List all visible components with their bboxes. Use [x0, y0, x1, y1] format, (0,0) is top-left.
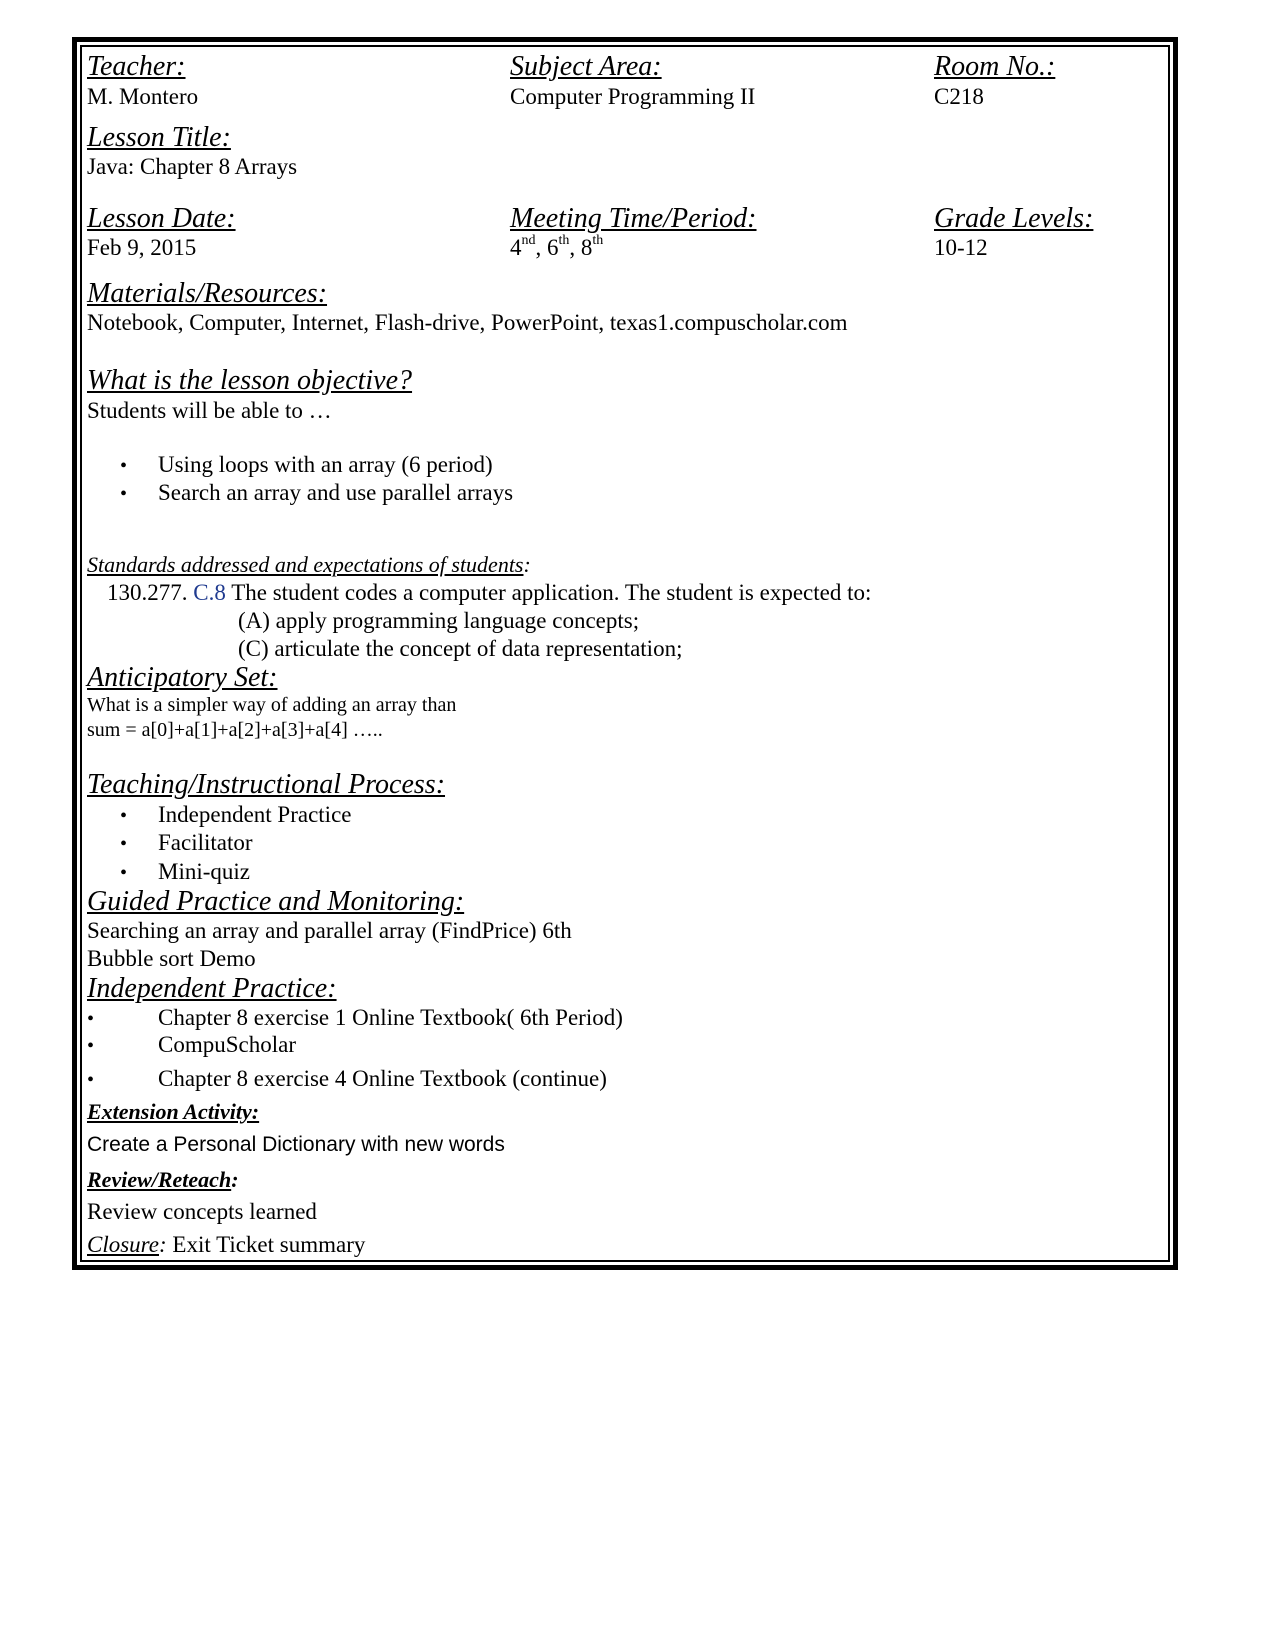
period-6: 6th, [547, 233, 581, 260]
standards-label: Standards addressed and expectations of students: [87, 552, 531, 577]
bullet-icon: • [120, 805, 128, 827]
standard-code-link[interactable]: C.8 [193, 580, 226, 605]
bullet-icon: • [120, 455, 128, 477]
period-8: 8th [580, 233, 604, 260]
independent-practice-label: Independent Practice: [87, 973, 337, 1004]
teaching-process-label: Teaching/Instructional Process: [87, 769, 446, 800]
guided-practice-line: Bubble sort Demo [87, 946, 256, 971]
closure-label: Closure [87, 1232, 159, 1257]
objective-item: • Using loops with an array (6 period) [120, 451, 493, 480]
subject-label: Subject Area: [510, 51, 662, 82]
teacher-label: Teacher: [87, 51, 186, 82]
meeting-periods [510, 235, 603, 261]
lesson-title-value: Java: Chapter 8 Arrays [87, 154, 298, 179]
anticipatory-line: What is a simpler way of adding an array than [87, 694, 457, 716]
objective-label: What is the lesson objective? [87, 365, 413, 396]
lesson-date-value: Feb 9, 2015 [87, 235, 197, 260]
teacher-value: M. Montero [87, 84, 199, 109]
objective-item: • Search an array and use parallel arrays [120, 479, 513, 508]
objective-intro: Students will be able to … [87, 398, 332, 423]
guided-practice-line: Searching an array and parallel array (FindPrice) 6th [87, 918, 572, 943]
teaching-item: • Facilitator [120, 829, 253, 858]
room-label: Room No.: [934, 51, 1056, 82]
anticipatory-line: sum = a[0]+a[1]+a[2]+a[3]+a[4] ….. [87, 719, 383, 741]
teaching-item: • Independent Practice [120, 801, 352, 830]
grade-levels-label: Grade Levels: [934, 203, 1094, 234]
review-reteach-label: Review/Reteach: [87, 1167, 239, 1192]
period-4: 4nd, [510, 233, 547, 260]
standards-item: (A) apply programming language concepts; [238, 608, 640, 633]
closure-line: Closure: Exit Ticket summary [87, 1232, 366, 1257]
materials-value: Notebook, Computer, Internet, Flash-drive, PowerPoint, texas1.compuscholar.com [87, 310, 848, 335]
bullet-icon: • [87, 1008, 95, 1030]
independent-item: • Chapter 8 exercise 4 Online Textbook (continue) [87, 1065, 607, 1094]
teaching-item: • Mini-quiz [120, 858, 250, 887]
room-value: C218 [934, 84, 984, 109]
bullet-icon: • [120, 862, 128, 884]
independent-item: • Chapter 8 exercise 1 Online Textbook( 6th Period) [87, 1004, 623, 1033]
bullet-icon: • [87, 1069, 95, 1091]
subject-value: Computer Programming II [510, 84, 756, 109]
extension-activity-value: Create a Personal Dictionary with new words [87, 1133, 505, 1156]
extension-activity-label: Extension Activity: [87, 1099, 260, 1124]
lesson-date-label: Lesson Date: [87, 203, 236, 234]
standards-statement: 130.277. C.8 The student codes a computer application. The student is expected to: [107, 580, 872, 605]
lesson-title-label: Lesson Title: [87, 122, 231, 153]
guided-practice-label: Guided Practice and Monitoring: [87, 886, 465, 917]
grade-levels-value: 10-12 [934, 235, 988, 260]
review-reteach-value: Review concepts learned [87, 1199, 317, 1224]
bullet-icon: • [120, 483, 128, 505]
standards-item: (C) articulate the concept of data representation; [238, 636, 683, 661]
bullet-icon: • [87, 1035, 95, 1057]
meeting-time-label: Meeting Time/Period: [510, 203, 757, 234]
materials-label: Materials/Resources: [87, 278, 328, 309]
independent-item: • CompuScholar [87, 1031, 296, 1060]
closure-value: Exit Ticket summary [172, 1232, 366, 1257]
anticipatory-set-label: Anticipatory Set: [87, 662, 278, 693]
bullet-icon: • [120, 833, 128, 855]
